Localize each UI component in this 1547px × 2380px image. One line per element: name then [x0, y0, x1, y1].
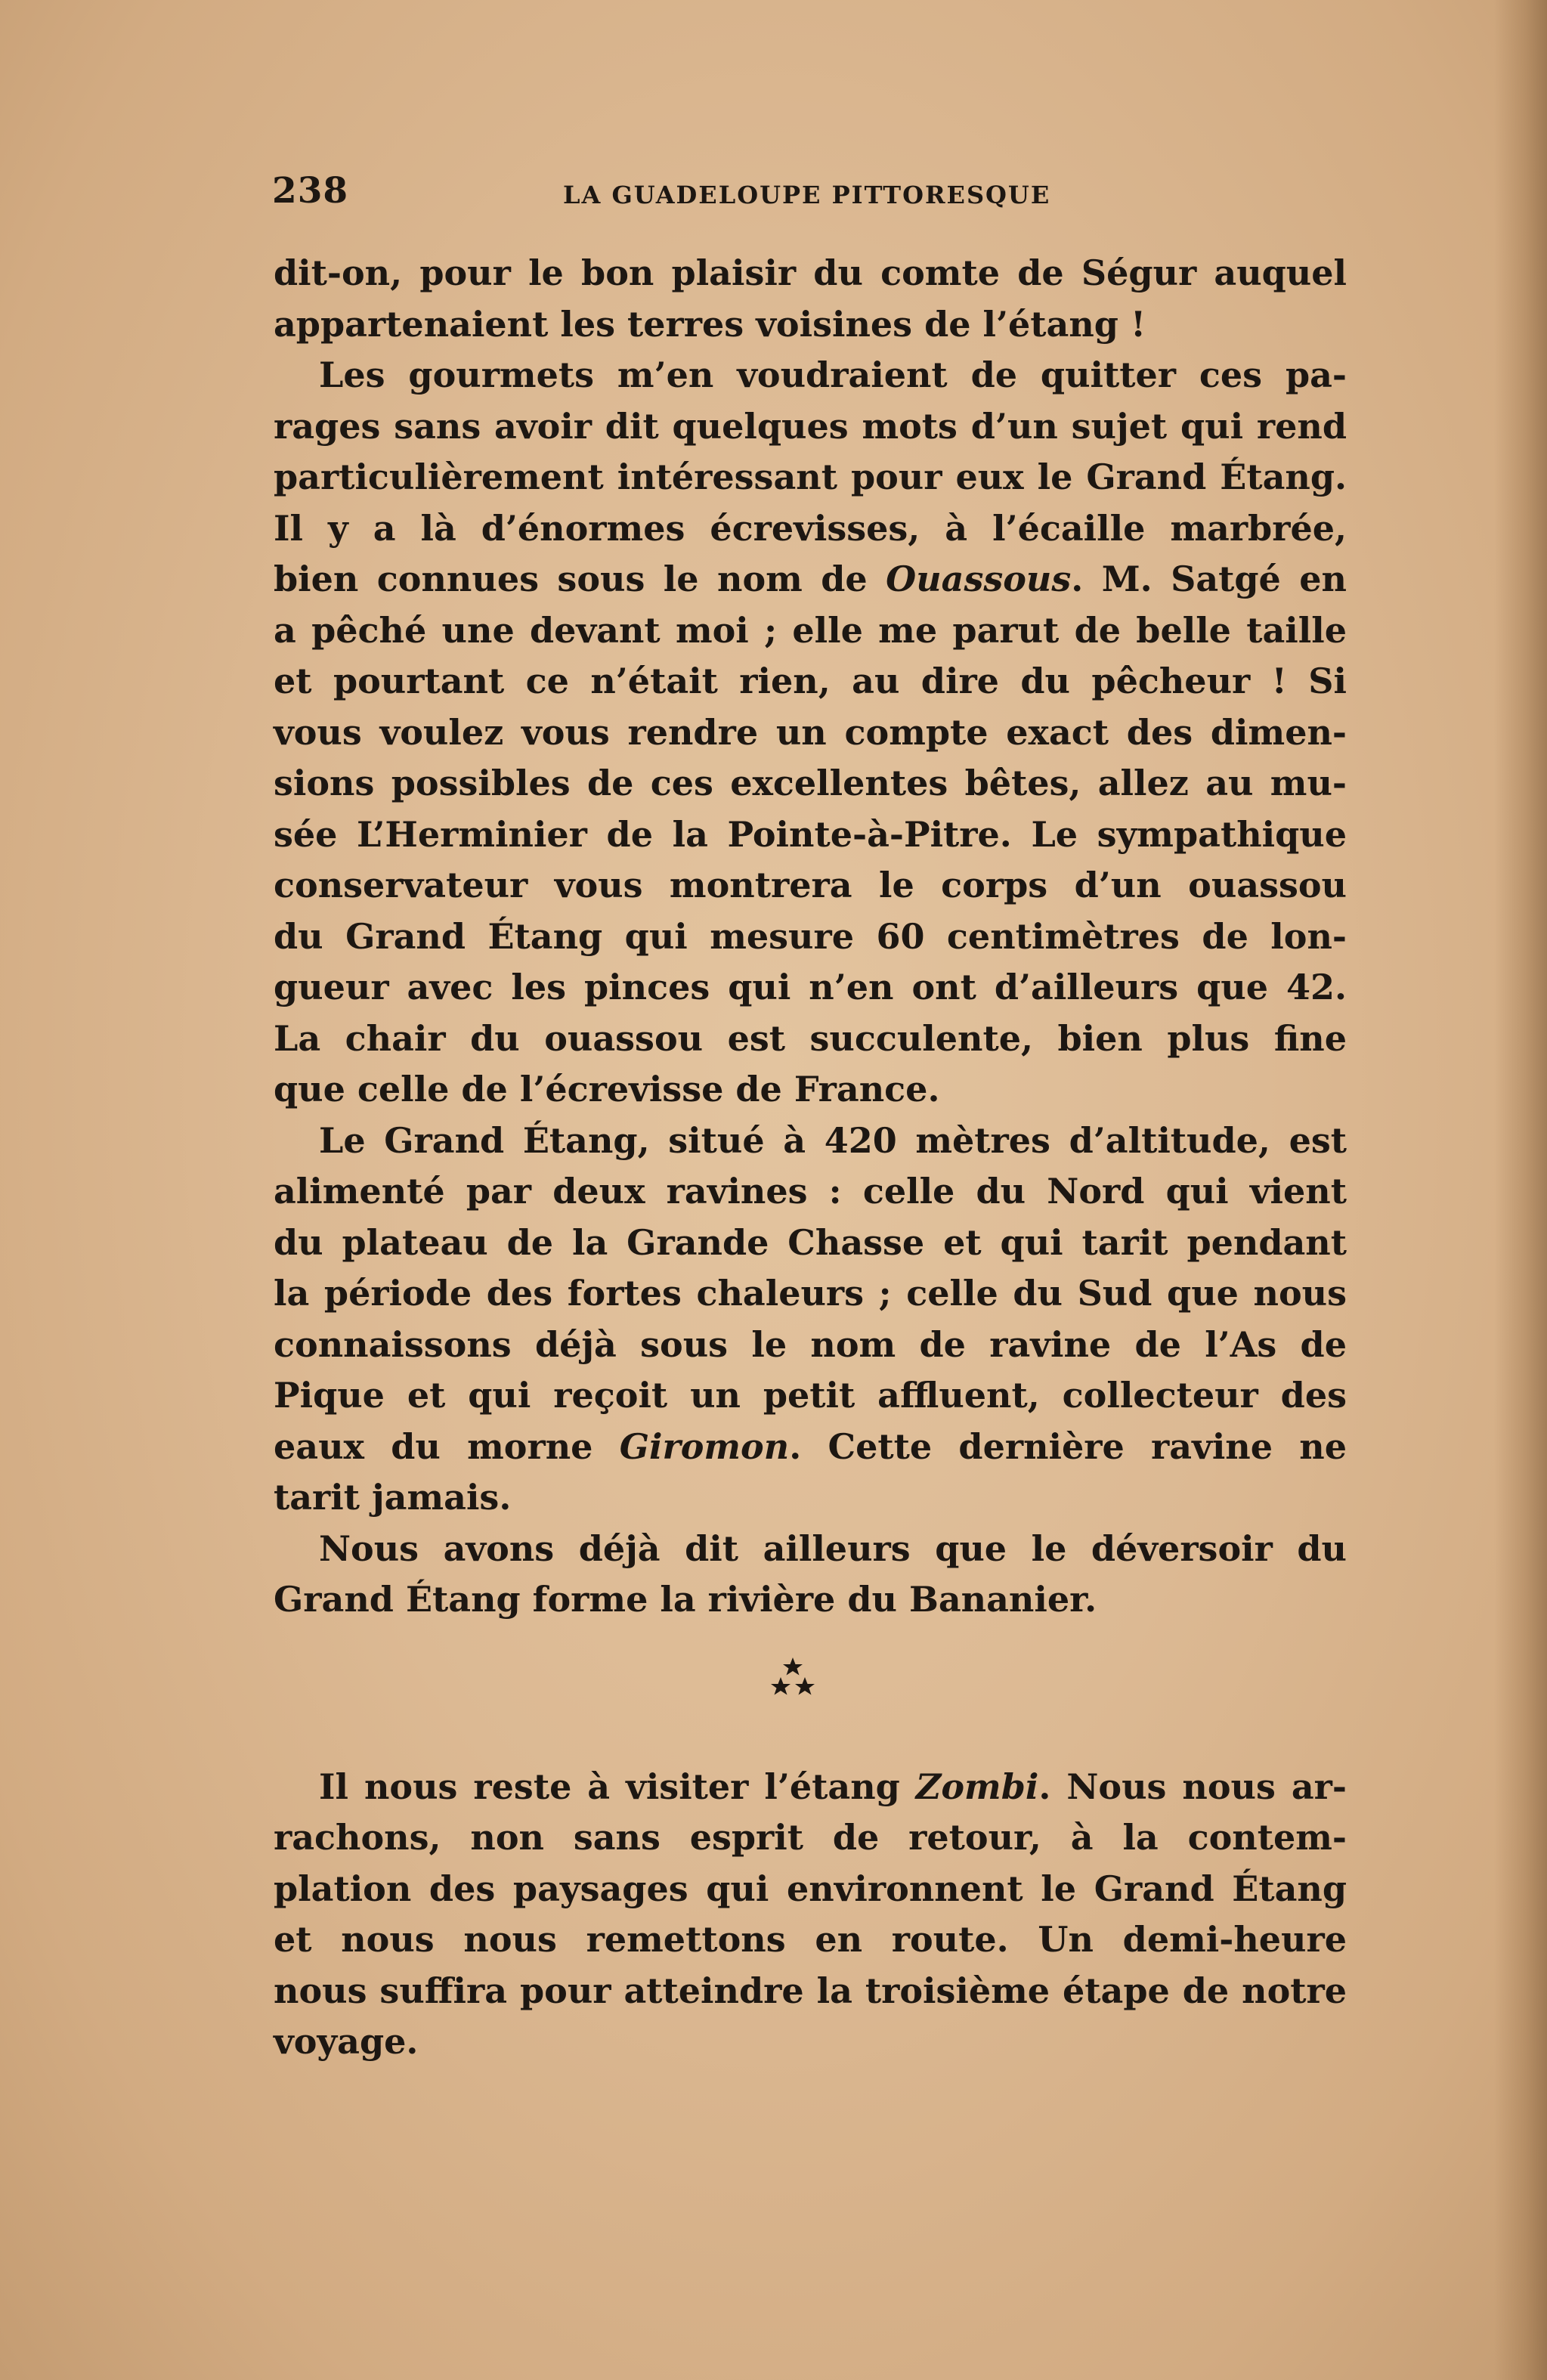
page-header [272, 170, 1345, 223]
text-line: Pique et qui reçoit un petit affluent, collecteur des [274, 1375, 1347, 1416]
text-line: et pourtant ce n’était rien, au dire du pêcheur ! Si [274, 661, 1347, 701]
text-line: Le Grand Étang, situé à 420 mètres d’altitude, est [319, 1119, 1347, 1161]
text-line: a pêché une devant moi ; elle me parut de belle taille [274, 609, 1347, 651]
text-line: Grand Étang forme la rivière du Bananier. [274, 1579, 1097, 1620]
page-number: 238 [272, 170, 349, 212]
text-line: Il y a là d’énormes écrevisses, à l’écaille marbrée, [274, 507, 1347, 549]
text-line: appartenaient les terres voisines de l’étang ! [274, 303, 1146, 345]
text-line: particulièrement intéressant pour eux le Grand Étang. [274, 457, 1347, 497]
star-icon [771, 1677, 791, 1695]
text-line: rachons, non sans esprit de retour, à la contem- [274, 1817, 1347, 1858]
text-segment: . Nous nous ar- [1038, 1766, 1347, 1807]
asterism-divider [274, 1648, 1347, 1724]
page-edge-shadow [1494, 0, 1547, 2380]
text-line: gueur avec les pinces qui n’en ont d’ailleurs que 42. [274, 967, 1347, 1007]
text-line: la période des fortes chaleurs ; celle du Sud que nous [274, 1273, 1347, 1314]
text-line: Nous avons déjà dit ailleurs que le déversoir du [319, 1527, 1347, 1569]
text-line: La chair du ouassou est succulente, bien plus fine [274, 1017, 1347, 1059]
text-line-mixed [274, 1762, 1347, 1813]
italic-term-giromon: Giromon [619, 1425, 790, 1467]
text-line: vous voulez vous rendre un compte exact des dimen- [274, 711, 1347, 753]
text-line: que celle de l’écrevisse de France. [274, 1069, 940, 1110]
text-line: conservateur vous montrera le corps d’un ouassou [274, 865, 1347, 905]
text-line: sée L’Herminier de la Pointe-à-Pitre. Le sympathique [274, 813, 1347, 855]
text-line: nous suffira pour atteindre la troisième étape de notre [274, 1970, 1347, 2011]
text-line-mixed [274, 1422, 1347, 1473]
text-segment: Il nous reste à visiter l’étang [319, 1766, 916, 1807]
text-line: voyage. [274, 2021, 419, 2062]
text-line: Les gourmets m’en voudraient de quitter ces pa- [319, 354, 1347, 395]
text-segment: eaux du morne [274, 1425, 620, 1467]
running-head: LA GUADELOUPE PITTORESQUE [563, 181, 1051, 209]
text-line: du plateau de la Grande Chasse et qui tarit pendant [274, 1221, 1347, 1263]
star-icon [783, 1657, 803, 1676]
text-line: du Grand Étang qui mesure 60 centimètres de lon- [274, 915, 1347, 957]
text-line: connaissons déjà sous le nom de ravine de l’As de [274, 1323, 1347, 1365]
text-line: sions possibles de ces excellentes bêtes, allez au mu- [274, 763, 1347, 803]
paragraph-2 [274, 350, 1347, 1116]
paragraph-4 [274, 1524, 1347, 1626]
text-line: dit-on, pour le bon plaisir du comte de Ségur auquel [274, 252, 1347, 293]
body-text [274, 248, 1347, 2068]
italic-term-zombi: Zombi [915, 1766, 1039, 1807]
text-line: et nous nous remettons en route. Un demi-heure [274, 1919, 1347, 1960]
text-line: tarit jamais. [274, 1477, 512, 1518]
paragraph-3 [274, 1116, 1347, 1524]
text-line: plation des paysages qui environnent le Grand Étang [274, 1868, 1347, 1909]
star-icon [795, 1677, 815, 1695]
asterism-icon [770, 1656, 815, 1701]
text-segment: bien connues sous le nom de [274, 559, 886, 599]
paragraph-5 [274, 1762, 1347, 2068]
italic-term-ouassous: Ouassous [886, 559, 1072, 599]
text-line-mixed [274, 554, 1347, 605]
paragraph-1 [274, 248, 1347, 350]
text-segment: . M. Satgé en [1071, 559, 1347, 599]
text-line: alimenté par deux ravines : celle du Nord qui vient [274, 1171, 1347, 1212]
text-segment: . Cette dernière ravine ne [789, 1425, 1347, 1467]
text-line: rages sans avoir dit quelques mots d’un sujet qui rend [274, 405, 1347, 447]
